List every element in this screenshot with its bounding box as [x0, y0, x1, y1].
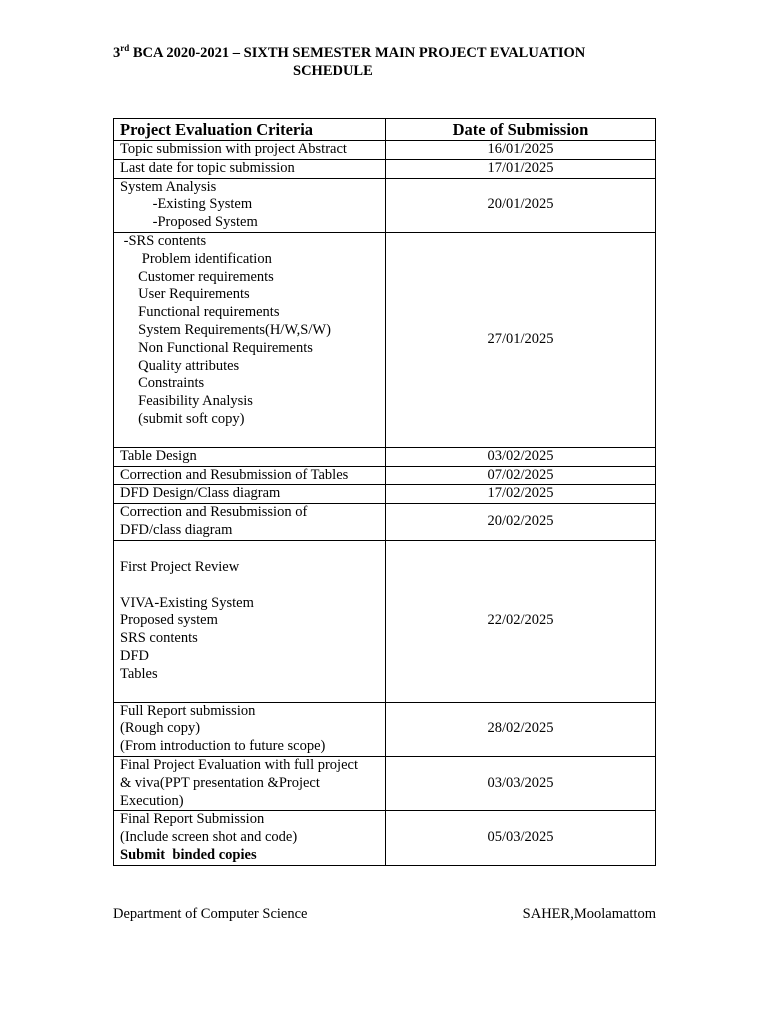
criteria-cell — [114, 811, 386, 865]
criteria-cell — [114, 540, 386, 702]
heading-line-2: SCHEDULE — [293, 63, 373, 79]
table-row — [114, 811, 656, 865]
table-row — [114, 466, 656, 485]
criteria-line: DFD — [120, 647, 150, 664]
criteria-line: Correction and Resubmission of Tables — [120, 466, 349, 483]
criteria-line: Table Design — [120, 447, 197, 464]
criteria-line: Tables — [120, 665, 158, 682]
criteria-line: & viva(PPT presentation &Project — [120, 774, 320, 791]
date-cell: 20/01/2025 — [386, 178, 656, 232]
date-cell: 27/01/2025 — [386, 232, 656, 447]
table-row — [114, 485, 656, 504]
criteria-line: DFD/class diagram — [120, 521, 233, 538]
criteria-line: Topic submission with project Abstract — [120, 141, 347, 157]
spacer — [120, 577, 379, 595]
header-criteria: Project Evaluation Criteria — [114, 119, 386, 141]
table-row — [114, 447, 656, 466]
heading-line-1 — [113, 44, 673, 62]
criteria-line: Full Report submission — [120, 702, 256, 719]
criteria-line: User Requirements — [120, 286, 250, 303]
criteria-line: -Proposed System — [120, 214, 258, 231]
criteria-line: System Requirements(H/W,S/W) — [120, 321, 331, 338]
table-row — [114, 141, 656, 160]
date-cell: 03/03/2025 — [386, 756, 656, 810]
criteria-line: -Existing System — [120, 196, 253, 213]
criteria-cell — [114, 702, 386, 756]
table-row — [114, 702, 656, 756]
date-cell: 03/02/2025 — [386, 447, 656, 466]
table-row — [114, 756, 656, 810]
criteria-line: (Include screen shot and code) — [120, 829, 298, 846]
heading-ordinal-suffix: rd — [120, 43, 130, 53]
table-row — [114, 178, 656, 232]
criteria-line: Feasibility Analysis — [120, 393, 253, 410]
criteria-line: Problem identification — [120, 250, 272, 267]
criteria-cell — [114, 232, 386, 447]
criteria-line: Customer requirements — [120, 268, 274, 285]
criteria-line: Quality attributes — [120, 357, 240, 374]
spacer — [120, 541, 379, 559]
footer-department: Department of Computer Science — [113, 906, 308, 922]
criteria-line: DFD Design/Class diagram — [120, 485, 281, 502]
date-cell: 17/02/2025 — [386, 485, 656, 504]
criteria-line: (submit soft copy) — [120, 410, 245, 427]
criteria-line: (From introduction to future scope) — [120, 738, 326, 755]
criteria-cell — [114, 466, 386, 485]
criteria-line: Final Report Submission — [120, 811, 265, 828]
criteria-line: (Rough copy) — [120, 720, 201, 737]
heading-title-text: BCA 2020-2021 – SIXTH SEMESTER MAIN PROJECT EVALUATION — [129, 45, 586, 61]
criteria-line: VIVA-Existing System — [120, 594, 254, 611]
criteria-line: -SRS contents — [120, 232, 207, 249]
criteria-cell — [114, 504, 386, 541]
criteria-cell — [114, 178, 386, 232]
criteria-cell — [114, 141, 386, 160]
footer-institution: SAHER,Moolamattom — [522, 906, 656, 922]
criteria-line: First Project Review — [120, 558, 240, 575]
page-heading — [113, 44, 673, 80]
schedule-table — [113, 118, 656, 866]
header-date: Date of Submission — [386, 119, 656, 141]
spacer — [120, 429, 379, 447]
criteria-cell — [114, 485, 386, 504]
table-row — [114, 159, 656, 178]
table-row — [114, 232, 656, 447]
criteria-cell — [114, 447, 386, 466]
criteria-line: Constraints — [120, 375, 205, 392]
date-cell: 20/02/2025 — [386, 504, 656, 541]
criteria-cell — [114, 159, 386, 178]
criteria-line: Proposed system — [120, 612, 218, 629]
criteria-line: Functional requirements — [120, 304, 280, 321]
date-cell: 22/02/2025 — [386, 540, 656, 702]
table-header-row — [114, 119, 656, 141]
date-cell: 07/02/2025 — [386, 466, 656, 485]
criteria-cell — [114, 756, 386, 810]
date-cell: 17/01/2025 — [386, 159, 656, 178]
criteria-line: SRS contents — [120, 630, 198, 647]
criteria-line: Final Project Evaluation with full project — [120, 756, 358, 773]
date-cell: 05/03/2025 — [386, 811, 656, 865]
table-row — [114, 504, 656, 541]
criteria-line: Last date for topic submission — [120, 159, 295, 176]
criteria-line: Correction and Resubmission of — [120, 504, 308, 521]
criteria-line: Non Functional Requirements — [120, 339, 313, 356]
heading-ordinal-number: 3 — [113, 45, 121, 61]
criteria-line-emphasis: Submit binded copies — [120, 846, 257, 863]
table-row — [114, 540, 656, 702]
date-cell: 28/02/2025 — [386, 702, 656, 756]
criteria-line: System Analysis — [120, 178, 217, 195]
criteria-line: Execution) — [120, 792, 184, 809]
date-cell: 16/01/2025 — [386, 141, 656, 160]
spacer — [120, 684, 379, 702]
